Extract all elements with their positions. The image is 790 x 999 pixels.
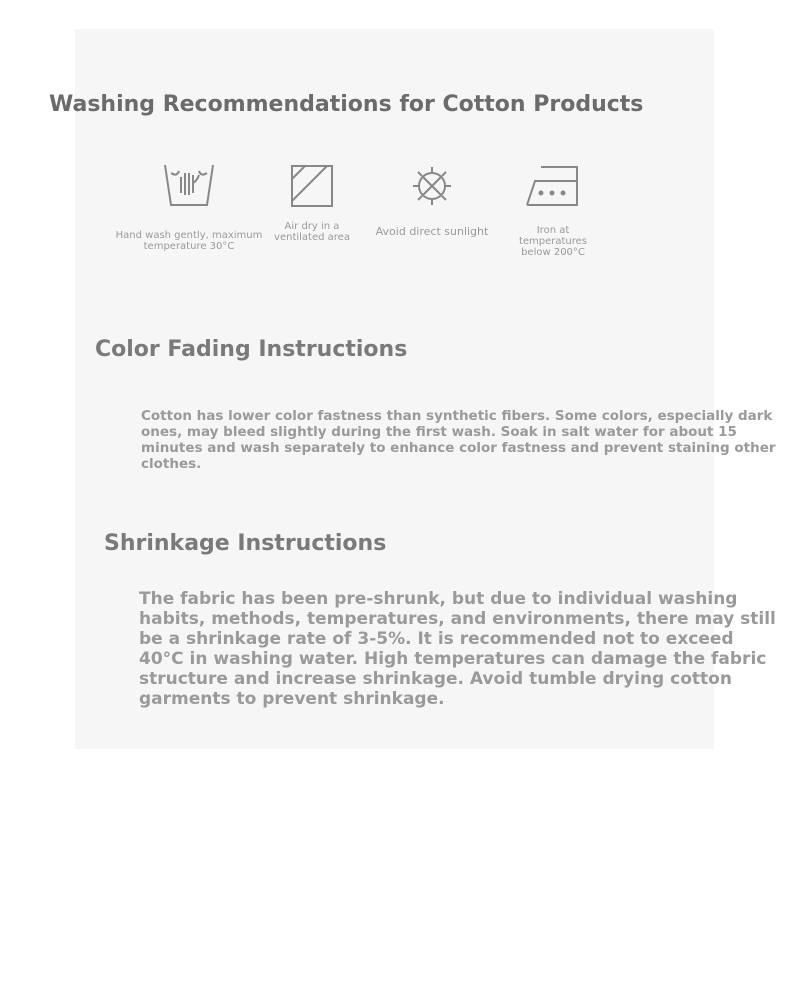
- air-dry-icon: [291, 165, 333, 207]
- shrink-heading: Shrinkage Instructions: [104, 531, 387, 556]
- fading-heading: Color Fading Instructions: [95, 337, 408, 362]
- care-air-dry: [272, 165, 352, 243]
- care-label: Avoid direct sunlight: [375, 225, 489, 238]
- care-hand-wash: [115, 163, 263, 252]
- care-label: Air dry in a ventilated area: [274, 221, 350, 243]
- iron-icon: [525, 165, 581, 207]
- care-no-sunlight: [372, 165, 492, 237]
- hand-wash-icon: [163, 163, 215, 207]
- care-iron: [508, 165, 598, 258]
- no-sunlight-icon: [411, 165, 453, 207]
- care-label: Hand wash gently, maximum temperature 30°C: [115, 230, 263, 252]
- shrink-body: The fabric has been pre-shrunk, but due to individual washing habits, methods, temperatures, and environments, there may still be a shrinkage rate of 3-5%. It is recommended not to exceed 40°C in washing water. High temperatures can damage the fabric structure and increase shrinkage. Avoid tumble drying cotton garments to prevent shrinkage.: [139, 589, 776, 709]
- fading-body: Cotton has lower color fastness than synthetic fibers. Some colors, especially dark ones, may bleed slightly during the first wash. Soak in salt water for about 15 minutes and wash separately to enhance color fastness and prevent staining other clothes.: [141, 408, 776, 472]
- care-label: Iron at temperatures below 200°C: [518, 225, 588, 258]
- page-title: Washing Recommendations for Cotton Products: [49, 92, 644, 117]
